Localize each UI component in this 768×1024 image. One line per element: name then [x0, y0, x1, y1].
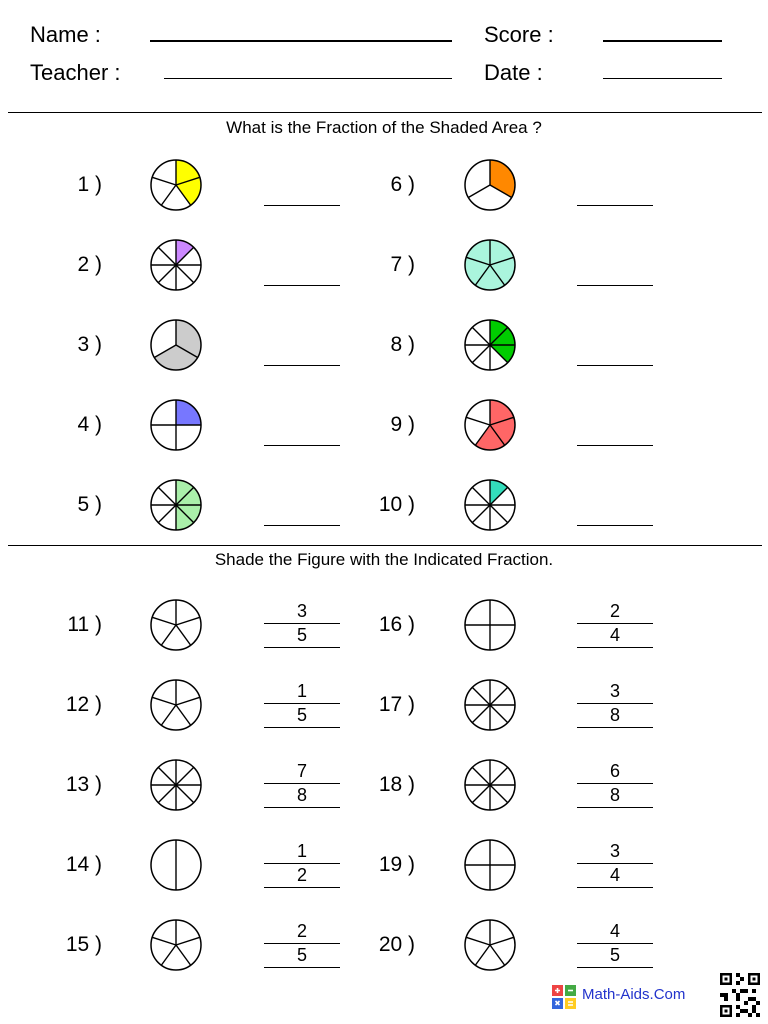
divider-line	[176, 937, 200, 945]
fraction-denominator: 5	[296, 945, 307, 965]
question-number: 20 )	[378, 933, 415, 956]
answer-blank[interactable]	[264, 445, 340, 446]
shade-target-circle[interactable]	[462, 917, 518, 973]
date-field[interactable]	[603, 78, 722, 79]
fraction-denominator: 8	[296, 785, 307, 805]
fraction-underline	[264, 887, 340, 888]
divider-line	[176, 265, 194, 283]
name-label: Name :	[30, 22, 101, 47]
fraction-underline	[264, 647, 340, 648]
shade-target-circle[interactable]	[462, 597, 518, 653]
fraction-numerator: 7	[296, 761, 307, 781]
divider-line	[176, 705, 191, 725]
header-divider	[8, 112, 762, 113]
date-label: Date :	[484, 60, 543, 85]
divider-line	[472, 705, 490, 723]
fraction-denominator: 8	[609, 705, 620, 725]
answer-blank[interactable]	[577, 445, 653, 446]
divider-line	[176, 945, 191, 965]
fraction-circle	[462, 317, 518, 373]
fraction-circle	[462, 397, 518, 453]
fraction-denominator: 4	[609, 625, 620, 645]
answer-blank[interactable]	[264, 285, 340, 286]
divider-line	[161, 185, 176, 205]
divider-line	[472, 505, 490, 523]
divider-line	[468, 185, 490, 198]
fraction-circle	[462, 477, 518, 533]
target-fraction	[264, 921, 340, 967]
divider-line	[161, 625, 176, 645]
fraction-numerator: 3	[296, 601, 307, 621]
shaded-sector	[490, 345, 515, 363]
divider-line	[176, 785, 194, 803]
fraction-numerator: 3	[609, 681, 620, 701]
score-field[interactable]	[603, 40, 722, 42]
fraction-underline	[577, 727, 653, 728]
fraction-circle	[148, 157, 204, 213]
fraction-denominator: 4	[609, 865, 620, 885]
question-number: 12 )	[65, 693, 102, 716]
question-number: 18 )	[378, 773, 415, 796]
fraction-underline	[577, 807, 653, 808]
fraction-denominator: 2	[296, 865, 307, 885]
target-fraction	[264, 681, 340, 727]
fraction-circle	[148, 317, 204, 373]
section-title-identify: What is the Fraction of the Shaded Area ?	[226, 118, 542, 137]
target-fraction	[264, 601, 340, 647]
question-number: 5 )	[77, 493, 102, 516]
fraction-circle	[462, 237, 518, 293]
fraction-denominator: 5	[296, 625, 307, 645]
question-number: 16 )	[378, 613, 415, 636]
divider-line	[158, 487, 176, 505]
shade-target-circle[interactable]	[462, 837, 518, 893]
fraction-underline	[577, 887, 653, 888]
divider-line	[466, 937, 490, 945]
shade-target-circle[interactable]	[148, 837, 204, 893]
divider-line	[152, 617, 176, 625]
brand-link[interactable]: Math-Aids.Com	[582, 986, 686, 1003]
answer-blank[interactable]	[264, 525, 340, 526]
fraction-circle	[148, 397, 204, 453]
divider-line	[152, 697, 176, 705]
question-number: 4 )	[77, 413, 102, 436]
fraction-numerator: 4	[609, 921, 620, 941]
fraction-numerator: 6	[609, 761, 620, 781]
question-number: 6 )	[390, 173, 415, 196]
question-number: 8 )	[390, 333, 415, 356]
fraction-underline	[264, 967, 340, 968]
question-number: 13 )	[65, 773, 102, 796]
divider-line	[176, 767, 194, 785]
divider-line	[161, 945, 176, 965]
fraction-underline	[264, 727, 340, 728]
shaded-sector	[490, 480, 508, 505]
divider-line	[490, 687, 508, 705]
answer-blank[interactable]	[577, 205, 653, 206]
divider-line	[472, 687, 490, 705]
divider-line	[158, 265, 176, 283]
fraction-numerator: 1	[296, 681, 307, 701]
answer-blank[interactable]	[264, 205, 340, 206]
name-field[interactable]	[150, 40, 452, 42]
answer-blank[interactable]	[577, 285, 653, 286]
answer-blank[interactable]	[577, 365, 653, 366]
divider-line	[490, 705, 508, 723]
question-number: 9 )	[390, 413, 415, 436]
answer-blank[interactable]	[577, 525, 653, 526]
fraction-numerator: 2	[609, 601, 620, 621]
question-number: 19 )	[378, 853, 415, 876]
question-number: 11 )	[67, 613, 102, 636]
divider-line	[472, 785, 490, 803]
divider-line	[158, 785, 176, 803]
teacher-field[interactable]	[164, 78, 452, 79]
fraction-numerator: 1	[296, 841, 307, 861]
section-divider	[8, 545, 762, 546]
target-fraction	[577, 681, 653, 727]
divider-line	[475, 945, 490, 965]
fraction-denominator: 5	[609, 945, 620, 965]
shade-target-circle[interactable]	[462, 677, 518, 733]
shade-target-circle[interactable]	[148, 677, 204, 733]
question-number: 3 )	[77, 333, 102, 356]
shade-target-circle[interactable]	[462, 757, 518, 813]
target-fraction	[577, 841, 653, 887]
shaded-sector	[176, 240, 194, 265]
fraction-numerator: 3	[609, 841, 620, 861]
shade-target-circle[interactable]	[148, 917, 204, 973]
fraction-numerator: 2	[296, 921, 307, 941]
divider-line	[472, 487, 490, 505]
divider-line	[472, 327, 490, 345]
divider-line	[472, 345, 490, 363]
calculator-logo-icon	[552, 985, 576, 1009]
divider-line	[176, 697, 200, 705]
answer-blank[interactable]	[264, 365, 340, 366]
question-number: 7 )	[390, 253, 415, 276]
divider-line	[158, 247, 176, 265]
divider-line	[490, 505, 508, 523]
divider-line	[176, 625, 191, 645]
fraction-circle	[148, 477, 204, 533]
fraction-denominator: 8	[609, 785, 620, 805]
fraction-underline	[577, 647, 653, 648]
section-title-shade: Shade the Figure with the Indicated Fraction.	[214, 550, 554, 569]
question-number: 14 )	[65, 853, 102, 876]
target-fraction	[577, 601, 653, 647]
divider-line	[490, 937, 514, 945]
divider-line	[152, 937, 176, 945]
fraction-underline	[264, 807, 340, 808]
target-fraction	[577, 921, 653, 967]
divider-line	[152, 177, 176, 185]
divider-line	[158, 767, 176, 785]
teacher-label: Teacher :	[30, 60, 121, 85]
score-label: Score :	[484, 22, 554, 47]
fraction-denominator: 5	[296, 705, 307, 725]
divider-line	[490, 785, 508, 803]
fraction-underline	[577, 967, 653, 968]
divider-line	[490, 767, 508, 785]
target-fraction	[577, 761, 653, 807]
qr-code-icon	[720, 973, 760, 1017]
divider-line	[176, 617, 200, 625]
divider-line	[490, 945, 505, 965]
fraction-circle	[462, 157, 518, 213]
fraction-circle	[148, 237, 204, 293]
question-number: 1 )	[77, 173, 102, 196]
question-number: 2 )	[77, 253, 102, 276]
question-number: 15 )	[65, 933, 102, 956]
shade-target-circle[interactable]	[148, 757, 204, 813]
divider-line	[161, 705, 176, 725]
target-fraction	[264, 761, 340, 807]
divider-line	[472, 767, 490, 785]
target-fraction	[264, 841, 340, 887]
question-number: 10 )	[378, 493, 415, 516]
shade-target-circle[interactable]	[148, 597, 204, 653]
question-number: 17 )	[378, 693, 415, 716]
divider-line	[466, 417, 490, 425]
divider-line	[158, 505, 176, 523]
